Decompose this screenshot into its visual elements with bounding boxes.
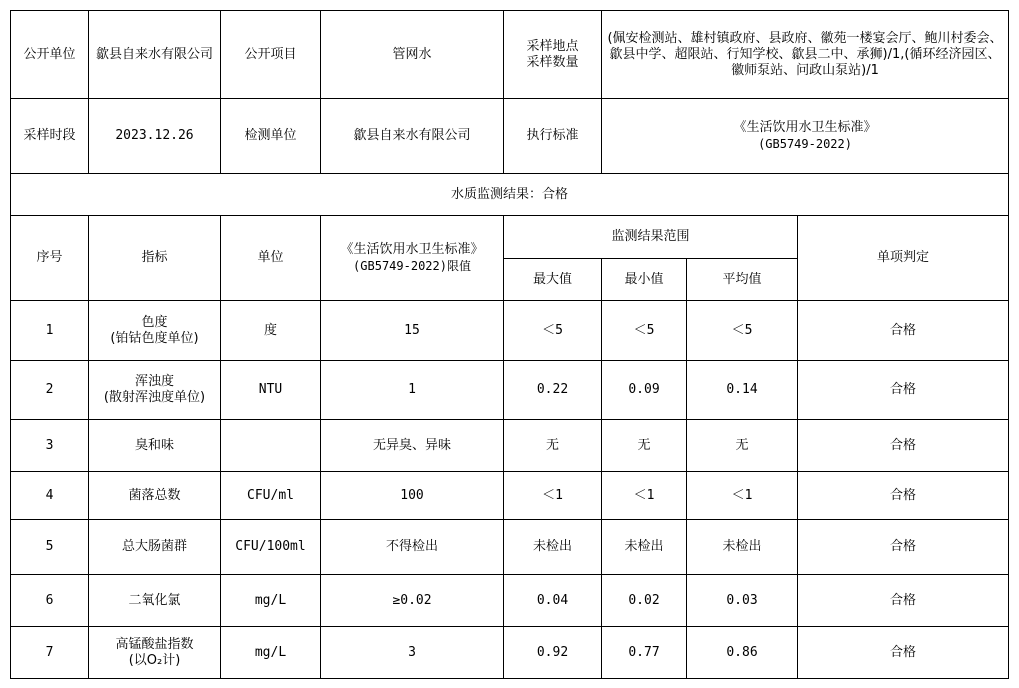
lab-label: 检测单位 xyxy=(221,99,321,174)
row-avg: 0.86 xyxy=(687,627,798,679)
table-row xyxy=(11,520,1009,575)
row-indicator xyxy=(89,361,221,420)
table-row xyxy=(11,575,1009,627)
row-unit: mg/L xyxy=(221,627,321,679)
row-indicator-sub: (散射浑浊度单位) xyxy=(103,390,206,405)
col-limit xyxy=(321,216,504,301)
table-row xyxy=(11,627,1009,679)
col-avg: 平均值 xyxy=(687,259,798,301)
column-header-row-1 xyxy=(11,216,1009,259)
row-limit: 3 xyxy=(321,627,504,679)
col-limit-line1: 《生活饮用水卫生标准》 xyxy=(340,242,484,257)
row-unit xyxy=(221,420,321,472)
item-label: 公开项目 xyxy=(221,11,321,99)
site-value: (佩安检测站、雄村镇政府、县政府、徽苑一楼宴会厅、鲍川村委会、歙县中学、超限站、行知学校、歙县二中、承狮)/1,(循环经济园区、徽师泵站、问政山泵站)/1 xyxy=(602,11,1009,99)
standard-name: 《生活饮用水卫生标准》 xyxy=(733,120,877,135)
period-value: 2023.12.26 xyxy=(89,99,221,174)
result-banner: 水质监测结果：合格 xyxy=(11,174,1009,216)
row-max: ＜5 xyxy=(504,301,602,361)
row-verdict: 合格 xyxy=(798,575,1009,627)
row-verdict: 合格 xyxy=(798,361,1009,420)
standard-value xyxy=(602,99,1009,174)
row-max: 0.22 xyxy=(504,361,602,420)
row-min: 无 xyxy=(602,420,687,472)
row-indicator: 菌落总数 xyxy=(89,472,221,520)
row-min: ＜5 xyxy=(602,301,687,361)
period-label: 采样时段 xyxy=(11,99,89,174)
row-verdict: 合格 xyxy=(798,420,1009,472)
row-indicator xyxy=(89,301,221,361)
row-indicator-name: 高锰酸盐指数 xyxy=(115,636,194,652)
row-limit: 100 xyxy=(321,472,504,520)
standard-code: (GB5749-2022) xyxy=(758,137,852,151)
row-indicator: 总大肠菌群 xyxy=(89,520,221,575)
row-unit: NTU xyxy=(221,361,321,420)
row-indicator-sub: (铂钴色度单位) xyxy=(110,330,199,346)
col-index: 序号 xyxy=(11,216,89,301)
row-limit: 不得检出 xyxy=(321,520,504,575)
publisher-value: 歙县自来水有限公司 xyxy=(89,11,221,99)
row-avg: 未检出 xyxy=(687,520,798,575)
row-min: 0.09 xyxy=(602,361,687,420)
row-max: 0.92 xyxy=(504,627,602,679)
header-row-2 xyxy=(11,99,1009,174)
header-row-1 xyxy=(11,11,1009,99)
row-limit: ≥0.02 xyxy=(321,575,504,627)
row-unit: CFU/ml xyxy=(221,472,321,520)
table-row xyxy=(11,361,1009,420)
row-indicator: 二氧化氯 xyxy=(89,575,221,627)
table-row xyxy=(11,301,1009,361)
row-index: 7 xyxy=(11,627,89,679)
row-max: 未检出 xyxy=(504,520,602,575)
table-row xyxy=(11,420,1009,472)
site-label-line1: 采样地点 xyxy=(526,38,579,54)
row-index: 5 xyxy=(11,520,89,575)
row-limit: 15 xyxy=(321,301,504,361)
row-max: ＜1 xyxy=(504,472,602,520)
row-verdict: 合格 xyxy=(798,301,1009,361)
row-index: 4 xyxy=(11,472,89,520)
row-unit: 度 xyxy=(221,301,321,361)
row-indicator-name: 浑浊度 xyxy=(134,374,174,389)
row-unit: mg/L xyxy=(221,575,321,627)
row-unit: CFU/100ml xyxy=(221,520,321,575)
row-max: 0.04 xyxy=(504,575,602,627)
row-index: 2 xyxy=(11,361,89,420)
row-index: 3 xyxy=(11,420,89,472)
row-limit: 无异臭、异味 xyxy=(321,420,504,472)
lab-value: 歙县自来水有限公司 xyxy=(321,99,504,174)
col-max: 最大值 xyxy=(504,259,602,301)
row-avg: 0.03 xyxy=(687,575,798,627)
col-indicator: 指标 xyxy=(89,216,221,301)
row-avg: 0.14 xyxy=(687,361,798,420)
row-avg: ＜5 xyxy=(687,301,798,361)
table-row xyxy=(11,472,1009,520)
row-limit: 1 xyxy=(321,361,504,420)
row-min: 未检出 xyxy=(602,520,687,575)
row-min: 0.77 xyxy=(602,627,687,679)
row-verdict: 合格 xyxy=(798,472,1009,520)
row-indicator: 臭和味 xyxy=(89,420,221,472)
publisher-label: 公开单位 xyxy=(11,11,89,99)
row-index: 1 xyxy=(11,301,89,361)
col-unit: 单位 xyxy=(221,216,321,301)
item-value: 管网水 xyxy=(321,11,504,99)
col-min: 最小值 xyxy=(602,259,687,301)
row-indicator-sub: (以O₂计) xyxy=(128,652,181,668)
water-quality-table xyxy=(10,10,1009,679)
row-index: 6 xyxy=(11,575,89,627)
row-verdict: 合格 xyxy=(798,627,1009,679)
col-limit-line2: (GB5749-2022)限值 xyxy=(353,259,471,273)
col-verdict: 单项判定 xyxy=(798,216,1009,301)
standard-label: 执行标准 xyxy=(504,99,602,174)
row-avg: 无 xyxy=(687,420,798,472)
row-max: 无 xyxy=(504,420,602,472)
col-range: 监测结果范围 xyxy=(504,216,798,259)
row-indicator xyxy=(89,627,221,679)
row-verdict: 合格 xyxy=(798,520,1009,575)
row-min: 0.02 xyxy=(602,575,687,627)
result-banner-row xyxy=(11,174,1009,216)
site-label-line2: 采样数量 xyxy=(526,54,579,70)
row-avg: ＜1 xyxy=(687,472,798,520)
row-min: ＜1 xyxy=(602,472,687,520)
row-indicator-name: 色度 xyxy=(141,314,168,330)
site-label xyxy=(504,11,602,99)
